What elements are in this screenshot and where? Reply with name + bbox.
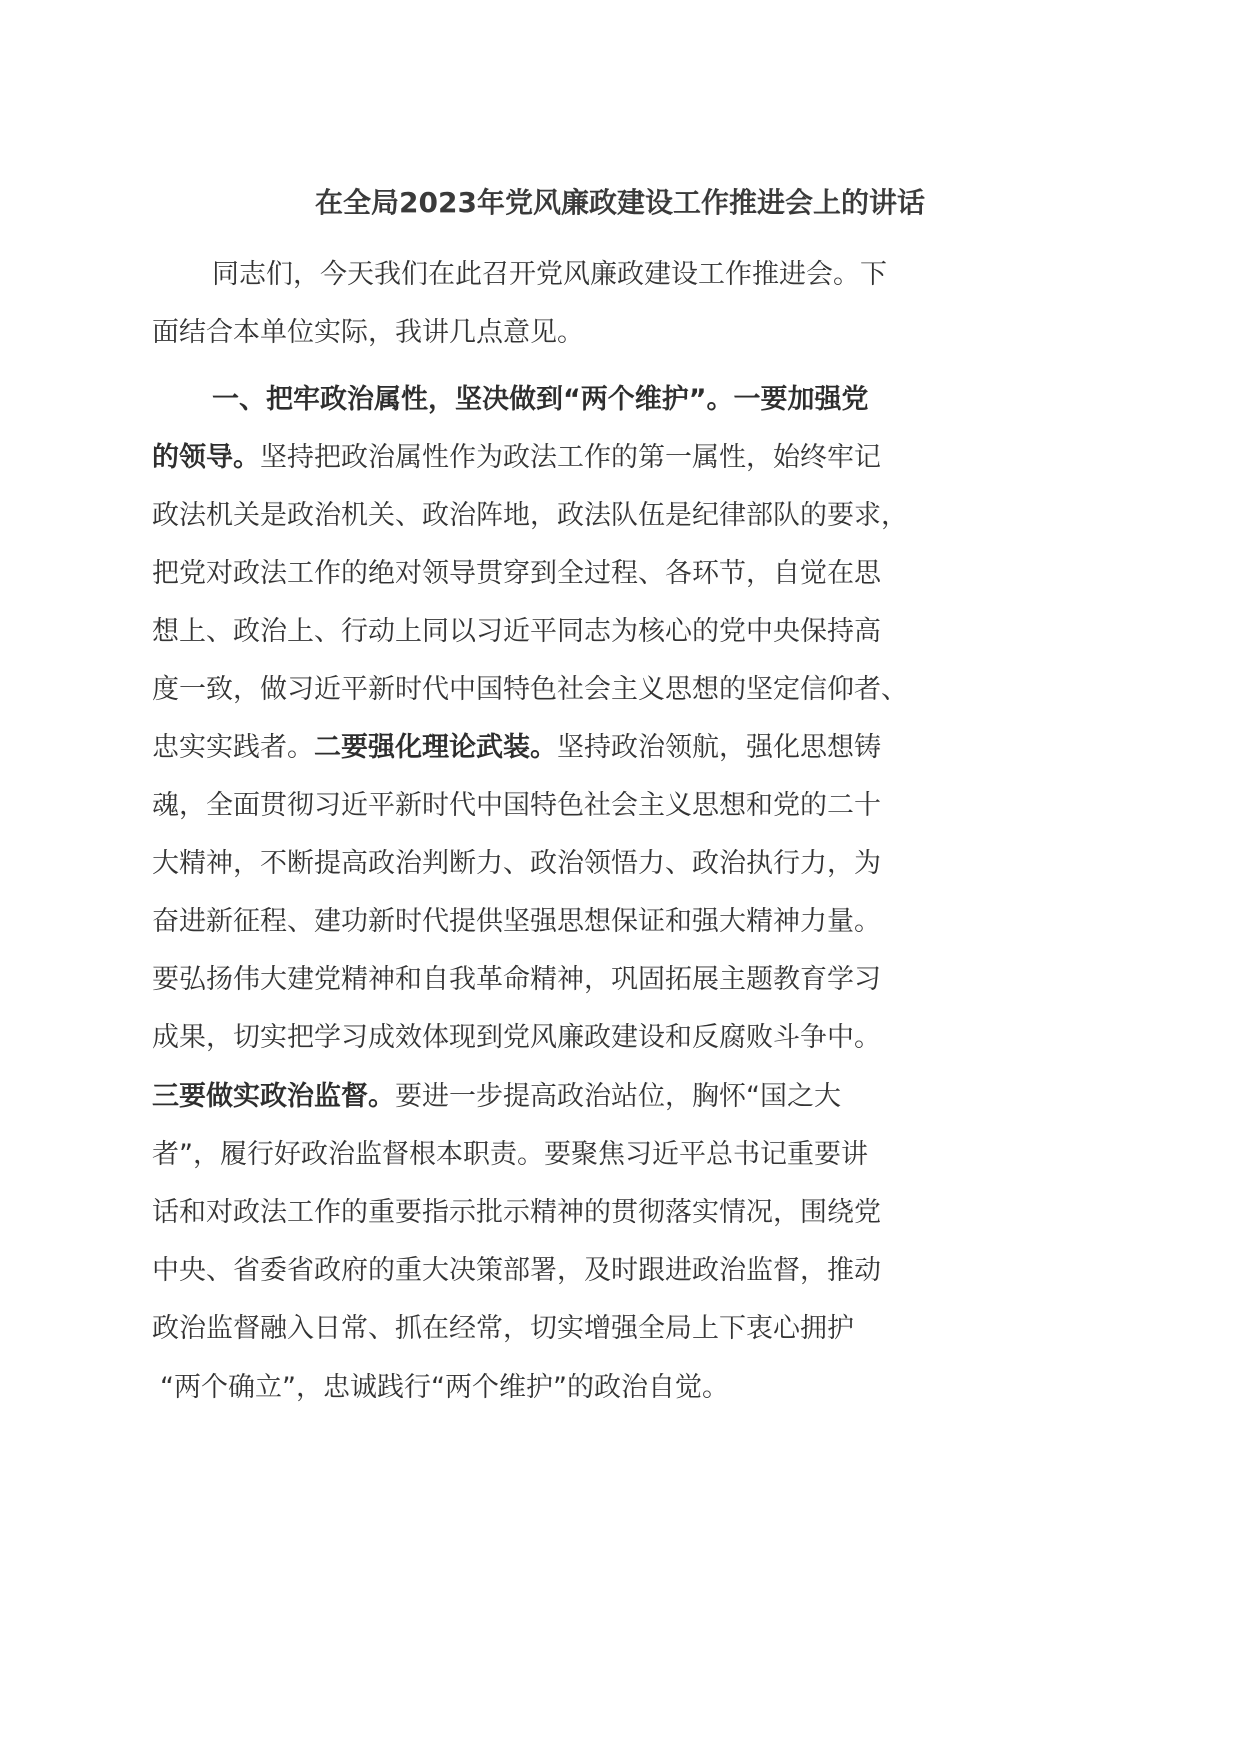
text-run: 政治监督融入日常、抓在经常，切实增强全局上下衷心拥护: [152, 1313, 854, 1344]
text-run: 想上、政治上、行动上同以习近平同志为核心的党中央保持高: [152, 616, 881, 647]
text-line: [212, 255, 887, 295]
text-run: 魂，全面贯彻习近平新时代中国特色社会主义思想和党的二十: [152, 790, 881, 821]
text-line: [212, 380, 869, 420]
text-line: [152, 844, 881, 884]
bold-heading-run: 三要做实政治监督。: [152, 1081, 395, 1112]
text-run: 同志们，今天我们在此召开党风廉政建设工作推进会。下: [212, 259, 887, 290]
text-run: 要弘扬伟大建党精神和自我革命精神，巩固拓展主题教育学习: [152, 964, 881, 995]
text-run: 度一致，做习近平新时代中国特色社会主义思想的坚定信仰者、: [152, 674, 908, 705]
text-line: [152, 786, 881, 826]
text-line: [152, 1077, 841, 1117]
text-line: [152, 612, 881, 652]
text-line: [152, 1018, 881, 1058]
bold-heading-run: 的领导。: [152, 442, 260, 473]
text-line: [152, 1193, 881, 1233]
document-title: 在全局2023年党风廉政建设工作推进会上的讲话: [315, 186, 925, 219]
text-run: “两个确立”，忠诚践行“两个维护”的政治自觉。: [160, 1372, 729, 1403]
text-line: [152, 960, 881, 1000]
text-run: 政法机关是政治机关、政治阵地，政法队伍是纪律部队的要求，: [152, 500, 908, 531]
text-run: 中央、省委省政府的重大决策部署，及时跟进政治监督，推动: [152, 1255, 881, 1286]
text-run: 面结合本单位实际，我讲几点意见。: [152, 317, 584, 348]
text-run: 坚持把政治属性作为政法工作的第一属性，始终牢记: [260, 442, 881, 473]
text-line: [152, 1251, 881, 1291]
text-line: [152, 728, 881, 768]
text-line: [152, 438, 881, 478]
bold-heading-run: 二要强化理论武装。: [314, 732, 557, 763]
text-line: [152, 1309, 854, 1349]
text-line: [152, 1135, 868, 1175]
text-line: [152, 902, 881, 942]
bold-heading-run: 一、把牢政治属性，坚决做到“两个维护”。一要加强党: [212, 384, 869, 415]
text-run: 大精神，不断提高政治判断力、政治领悟力、政治执行力，为: [152, 848, 881, 879]
text-run: 把党对政法工作的绝对领导贯穿到全过程、各环节，自觉在思: [152, 558, 881, 589]
text-line: [152, 554, 881, 594]
text-run: 奋进新征程、建功新时代提供坚强思想保证和强大精神力量。: [152, 906, 881, 937]
text-run: 话和对政法工作的重要指示批示精神的贯彻落实情况，围绕党: [152, 1197, 881, 1228]
text-line: [160, 1368, 729, 1408]
text-run: 成果，切实把学习成效体现到党风廉政建设和反腐败斗争中。: [152, 1022, 881, 1053]
text-line: [152, 496, 908, 536]
text-run: 要进一步提高政治站位，胸怀“国之大: [395, 1081, 841, 1112]
text-line: [152, 670, 908, 710]
text-run: 坚持政治领航，强化思想铸: [557, 732, 881, 763]
text-run: 忠实实践者。: [152, 732, 314, 763]
text-run: 者”，履行好政治监督根本职责。要聚焦习近平总书记重要讲: [152, 1139, 868, 1170]
text-line: [152, 313, 584, 353]
